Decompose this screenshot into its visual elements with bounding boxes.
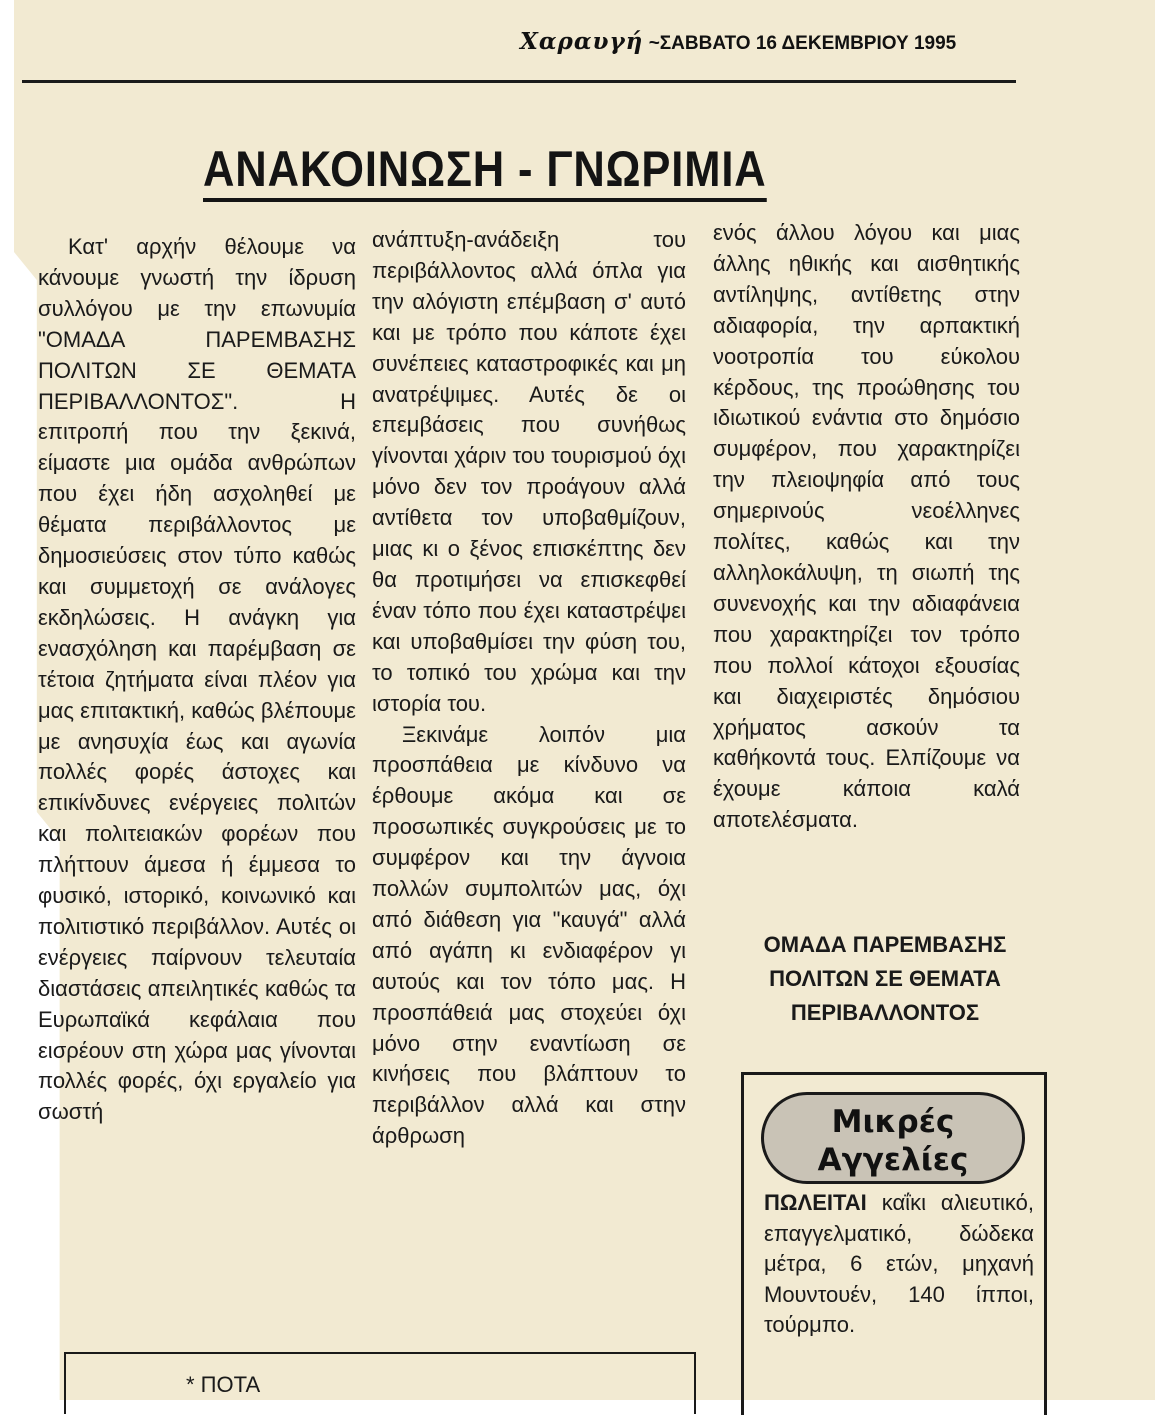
article-headline: ΑΝΑΚΟΙΝΩΣΗ - ΓΝΩΡΙΜΙΑ <box>203 140 767 202</box>
column-3-text: ενός άλλου λόγου και μιας άλλης ηθικής και αισθητικής αντίληψης, αντίθετης στην αδιαφορία, την αρπακτική νοοτροπία του εύκολου κέρδους, της προώθησης του ιδιωτικού ενάντια στο δημόσιο συμφέρον, που χαρακτηρίζει την πλειοψηφία από τους σημερινούς νεοέλληνες πολίτες, καθώς και την αλληλοκάλυψη, τη σιωπή της συνενοχής και την αδιαφάνεια που χαρακτηρίζει τον τρόπο που πολλοί κάτοχοι εξουσίας και διαχειριστές δημόσιου χρήματος ασκούν τα καθήκοντά τους. Ελπίζουμε να έχουμε κάποια καλά αποτελέσματα. <box>713 220 1020 833</box>
classifieds-title-line: Μικρές <box>831 1104 955 1140</box>
newspaper-name: Χαραυγή <box>520 28 644 55</box>
masthead <box>520 28 956 55</box>
issue-date: ~ΣΑΒΒΑΤΟ 16 ΔΕΚΕΜΒΡΙΟΥ 1995 <box>648 33 957 54</box>
article-signature <box>735 928 1035 1030</box>
article-column-3 <box>713 218 1020 836</box>
next-article-heading: * ΠΟΤΑ <box>186 1372 261 1397</box>
signature-line: ΠΕΡΙΒΑΛΛΟΝΤΟΣ <box>790 1000 980 1025</box>
signature-line: ΠΟΛΙΤΩΝ ΣΕ ΘΕΜΑΤΑ <box>769 966 1001 991</box>
article-column-2 <box>372 225 686 1152</box>
column-2-paragraph-2: Ξεκινάμε λοιπόν μια προσπάθεια με κίνδυνο να έρθουμε ακόμα και σε προσωπικές συγκρούσεις με το συμφέρον και την άγνοια πολλών συμπολιτών μας, όχι από διάθεση για "καυγά" αλλά από αγάπη κι ενδιαφέρον γι αυτούς και τον τόπο μας. Η προσπάθειά μας στοχεύει όχι μόνο στην εναντίωση σε κινήσεις που βλάπτουν το περιβάλλον αλλά και στην άρθρωση <box>372 721 686 1149</box>
article-column-1 <box>38 232 356 1128</box>
classified-ad-text: καΐκι αλιευτικό, επαγγελματικό, δώδεκα μέτρα, 6 ετών, μηχανή Μουντουέν, 140 ίπποι, τούρμπο. <box>764 1190 1034 1337</box>
classified-ad-lead: ΠΩΛΕΙΤΑΙ <box>764 1190 867 1215</box>
masthead-rule <box>22 80 1016 83</box>
column-2-paragraph-1: ανάπτυξη-ανάδειξη του περιβάλλοντος αλλά όπλα για την αλόγιστη επέμβαση σ' αυτό και με τρόπο που κάποτε έχει συνέπειες καταστροφικές και μη ανατρέψιμες. Αυτές δε οι επεμβάσεις που συνήθως γίνονται χάριν του τουρισμού όχι μόνο δεν τον προάγουν αλλά αντίθετα τον υποβαθμίζουν, μιας κι ο ξένος επισκέπτης δεν θα προτιμήσει να επισκεφθεί έναν τόπο που έχει καταστρέψει και υποβαθμίσει την φύση του, το τοπικό του χρώμα και την ιστορία του. <box>372 227 686 716</box>
next-article-box <box>64 1352 696 1414</box>
classifieds-title-badge <box>761 1092 1025 1184</box>
classifieds-box <box>741 1072 1047 1415</box>
classified-ad <box>764 1188 1034 1341</box>
signature-line: ΟΜΑΔΑ ΠΑΡΕΜΒΑΣΗΣ <box>763 932 1007 957</box>
column-1-text: Κατ' αρχήν θέλουμε να κάνουμε γνωστή την ίδρυση συλλόγου με την επωνυμία "ΟΜΑΔΑ ΠΑΡΕΜΒΑΣΗΣ ΠΟΛΙΤΩΝ ΣΕ ΘΕΜΑΤΑ ΠΕΡΙΒΑΛΛΟΝΤΟΣ". Η επιτροπή που την ξεκινά, είμαστε μια ομάδα ανθρώπων που έχει ήδη ασχοληθεί με θέματα περιβάλλοντος με δημοσιεύσεις στον τύπο καθώς και συμμετοχή σε ανάλογες εκδηλώσεις. Η ανάγκη για ενασχόληση και παρέμβαση σε τέτοια ζητήματα είναι πλέον για μας επιτακτική, καθώς βλέπουμε με ανησυχία έως και αγωνία πολλές φορές άστοχες και επικίνδυνες ενέργειες πολιτών και πολιτειακών φορέων που πλήττουν άμεσα ή έμμεσα το φυσικό, ιστορικό, κοινωνικό και πολιτιστικό περιβάλλον. Αυτές οι ενέργειες παίρνουν τελευταία διαστάσεις απειλητικές καθώς τα Ευρωπαϊκά κεφάλαια που εισρέουν στη χώρα μας γίνονται πολλές φορές, όχι εργαλείο για σωστή <box>38 234 356 1125</box>
classifieds-title-line: Αγγελίες <box>817 1142 969 1178</box>
